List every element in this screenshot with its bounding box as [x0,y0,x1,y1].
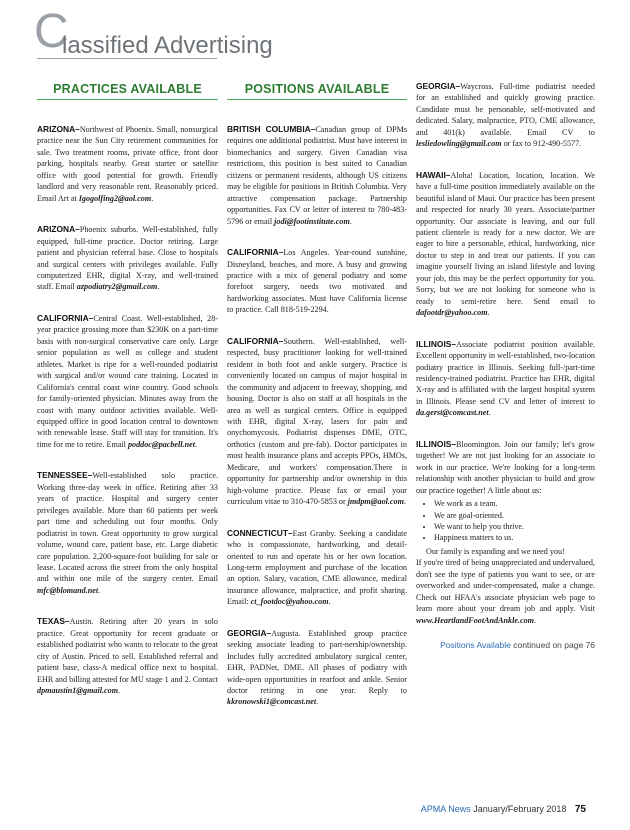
footer-brand: APMA News [420,804,471,814]
ad-email[interactable]: kkronowski1@comcast.net [227,697,317,707]
ad-body: Associate podiatrist position available. Excellent opportunity in well-established, two-location podiatry practice in Illinois. Seeking full-/part-time residency-trained podiatrist. Practice has EHR, digital X-ray and is affiliated with the largest hospital system in Illinois. Please send CV and letter of interest to [416,339,595,406]
ad-georgia-augusta [227,628,407,708]
ad-california-central [37,313,218,450]
ad-texas [37,616,218,696]
continued-note [416,640,595,650]
ad-georgia-waycross [416,81,595,150]
ad-tail: . [533,615,537,625]
ad-lead: ILLINOIS– [416,338,457,349]
bullet-list [416,498,595,544]
practices-heading: PRACTICES AVAILABLE [37,82,218,100]
ad-tail: . [151,193,154,203]
ad-email[interactable]: jmdpm@aol.com [347,497,404,507]
ad-body: Phoenix suburbs. Well-established, fully equipped, full-time practice. Doctor retiring. Large patient and physician referral base. Close to hospitals and surgical centers with privileges available. Fully computerized EHR, digital X-ray, and well-trained staff. Email [37,225,218,292]
ad-illinois-bloomington [416,439,595,626]
header-initial: C [34,5,69,58]
ad-lead: CALIFORNIA– [37,312,94,323]
ad-body: Bloomington. Join our family; let's grow together! We are not just looking for an associate to work in our practice. We're looking for a long-term relationship with another physician to build and grow our practice together! A little about us: [416,439,595,495]
ad-body: Austin. Retiring after 20 years in solo practice. Great opportunity for recent graduate or established podiatrist who wants to relocate to the great city of Austin. Priced to sell. Established referral and patient base, class-A medical office next to hospital. EHR and billing attested for MU stage 1 and 2. Contact [37,617,218,684]
ad-connecticut [227,528,407,608]
ad-paragraph: Our family is expanding and we need you! [426,546,565,556]
page-number: 75 [574,804,586,815]
ad-email[interactable]: jodi@footinstitute.com [274,216,350,226]
ad-lead: CALIFORNIA– [227,335,284,346]
ad-tail: . [157,282,160,292]
positions-heading: POSITIONS AVAILABLE [227,82,407,100]
ad-lead: HAWAII– [416,169,451,180]
ad-arizona-1 [37,124,218,204]
ad-lead: BRITISH COLUMBIA– [227,124,316,134]
header-rule [37,58,217,59]
ad-body: Central Coast. Well-established, 28-year practice grossing more than $230K on a part-time basis with non-surgical conservative care only. Large senior population as well as college and student athletes. Market is ripe for a well-rounded podiatrist with surgical and/or wound care training. Located in California's central coast wine country. Good schools for family-oriented physician. Minutes away from the coast with many outdoor activities available. Well-equipped office in good location central to downtown with renewable lease. Staff will stay for transition. It's time for me to retire. Email [37,313,218,449]
ad-lead: ILLINOIS– [416,438,457,449]
ad-tail: . [487,308,490,318]
ad-email[interactable]: dpmaustin1@gmail.com [37,686,119,696]
ad-email[interactable]: dafootdr@yahoo.com [416,308,488,318]
ad-illinois-1 [416,339,595,419]
header-title: lassified Advertising [62,32,273,59]
ad-body: Los Angeles. Year-round sunshine, Disneyland, beaches, and more. A busy and growing practice with a mix of general podiatry and some forefoot surgery, needs two motivated and hardworking associates. Must have California license to practice. Call 818-519-2294. [227,248,407,315]
ad-body: Aloha! Location, location, location. We have a full-time position immediately available on the beautiful island of Maui. Our practice has been present and respected for nearly 30 years. Associate/partner opportunity. Our associate is leaving, and our full patient clientele is ready for a new doctor. We are eager to hire a personable, ethical, hardworking, nice doctor to step in and treat our patients. If you can imagine yourself living an island lifestyle and loving your job, this may be the perfect opportunity for you. Sorry, but we are not looking for someone who is ready to semi-retire here. Send email to [416,170,595,306]
ad-lead: CALIFORNIA– [227,247,284,258]
ad-email[interactable]: ct_footdoc@yahoo.com [250,597,329,607]
ad-tail: . [403,497,406,507]
positions-column [227,82,407,728]
list-item: • We want to help you thrive. [434,521,595,532]
ad-email[interactable]: lesliedowling@gmail.com [416,139,502,149]
ad-body: Augusta. Established group practice seeking associate leading to part-nership/ownership. Includes fully accredited ambulatory surgical center, EHR, PADNet, DME. All phases of podiatry with wide-open opportunities in rearfoot and ankle. Senior doctor retiring in one year. Reply to [227,628,407,696]
ad-hawaii [416,170,595,319]
ad-body: If you're tired of being unappreciated and undervalued, don't see the type of patients you want to see, or are overworked and under-compensated, make a change. Check out HFAA's associate physician web page to learn more about your dream job and apply. Visit [416,558,595,614]
ad-california-southern [227,336,407,508]
section-header [34,5,273,62]
ad-lead: CONNECTICUT– [227,527,293,538]
practices-column [37,82,218,716]
positions-column-continued [416,81,595,650]
ad-tennessee [37,470,218,596]
ad-email[interactable]: mfc@blomand.net [37,585,99,595]
ad-lead: GEORGIA– [227,627,272,638]
ad-british-columbia [227,124,407,227]
ad-tail: . [488,408,491,418]
continued-text: continued on page 76 [510,640,595,651]
ad-tail: . [194,439,197,449]
ad-body: East Granby. Seeking a candidate who is compassionate, hardworking, and detail-oriented to run and operate his or her own location. Long-term employment and purchase of the location an option. Salary, vacation, CME allowance, medical insurance allowance, malpractice, and profit sharing. Email: [227,528,407,607]
ad-paragraph-2 [416,557,595,626]
ad-lead: ARIZONA– [37,124,80,134]
ad-email[interactable]: da.gerst@comcast.net [416,408,489,418]
ad-tail: or fax to 912-490-5577. [501,139,582,149]
ad-body: Southern. Well-established, well-respected, busy practitioner looking for well-trained resident in both foot and ankle surgery. Practice is conveniently located on campus of major hospital in the community and adjacent to freeway, shopping, and housing. Doctor is also on staff at all hospitals in the area as well as surgical centers. Office is equipped with EHR, digital X-ray, lasers for pain and onychomycosis. Podiatrist dispenses DME, OTC, orthotics (custom and pre-fab). Doctor participates in most health insurance plans and accepts PPOs, HMOs, Medicare, and workers' compensation.There is opportunity for partnership and/or ownership in this high-volume practice. Please fax or email your curriculum vitae to 310-470-5853 or [227,336,407,507]
continued-link[interactable]: Positions Available [440,640,511,651]
ad-arizona-2 [37,224,218,293]
ad-email[interactable]: poddoc@pacbell.net [127,439,195,449]
list-item: • We work as a team. [434,498,595,509]
ad-body: Canadian group of DPMs requires one additional podiatrist. Must have interest in biomechanics and surgery. Given Canadian visa restrictions, this position is best suited to Canadian citizens or permanent residents, although US citizens may be eligible for positions in British Columbia. Very attractive compensation package. Partnership opportunities. Fax CV or letter of interest to 780-483-5796 or email [227,125,407,226]
ad-email[interactable]: azpodiatry2@gmail.com [76,282,158,292]
ad-lead: TEXAS– [37,616,70,627]
list-item: • Happiness matters to us. [434,532,595,543]
list-item: • We are goal-oriented. [434,510,595,521]
footer-issue: January/February 2018 [473,804,567,814]
ad-lead: TENNESSEE– [37,470,93,481]
ad-lead: GEORGIA– [416,81,461,91]
ad-body: Waycross. Full-time podiatrist needed for an established and quickly growing practice. Candidate must be personable, self-motivated and dedicated. Salary, malpractice, PTO, CME allowance, and 401(k) available. Email CV to [416,82,595,137]
ad-body: Well-established solo practice. Working three-day week in office. Retiring after 33 years of practice. Hospital and surgery center privileges available. More than 60 patients per week part time and scheduling out four months. Only podiatrist in town. Great opportunity to grow surgical volume, wound care, patient base, etc. Large diabetic care population. 2,200-square-foot building for sale or lease. Located across the street from the only hospital and within one mile of the surgery center. Email [37,471,218,584]
ad-tail: . [98,585,101,595]
ad-tail: . [328,597,331,607]
ad-email[interactable]: Igogolfing2@aol.com [78,193,152,203]
page-footer [421,804,586,815]
ad-california-la [227,247,407,316]
ad-tail: . [316,697,319,707]
ad-tail: . [118,686,121,696]
ad-lead: ARIZONA– [37,224,80,235]
ad-tail: . [349,216,352,226]
ad-body: Northwest of Phoenix. Small, nonsurgical practice near the Sun City retirement communities for sale. Two treatment rooms, private office, front door parking, hospitals nearby. Great starter or satellite office with good potential for growth. Friendly landlord and very reasonable rent. Reasonably priced. Email Art at [37,125,218,203]
ad-website[interactable]: www.HeartlandFootAndAnkle.com [416,615,534,625]
